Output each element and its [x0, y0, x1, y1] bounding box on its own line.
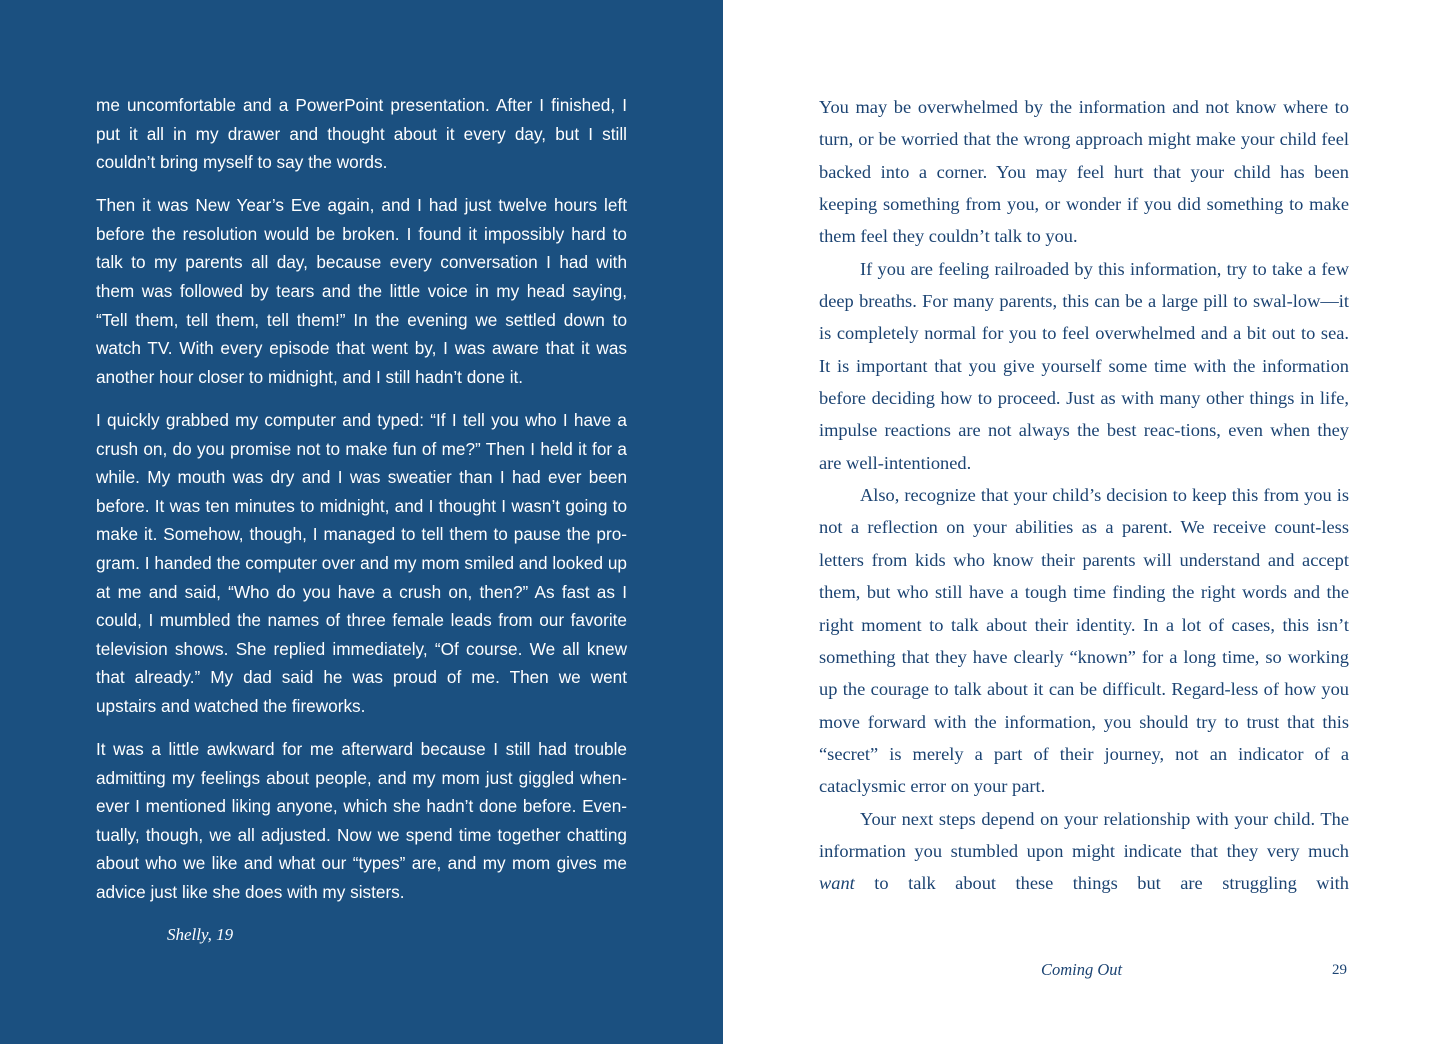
- testimonial-paragraph: me uncomfortable and a PowerPoint presentation. After I finished, I put it all in my drawer and thought about it every day, but I still couldn’t bring myself to say the words.: [96, 95, 627, 173]
- body-text-run: Your next steps depend on your relationship with your child. The information you stumbled upon might indicate that they very much: [819, 808, 1349, 861]
- testimonial-attribution: Shelly, 19: [167, 925, 234, 944]
- body-paragraph: If you are feeling railroaded by this information, try to take a few deep breaths. For many parents, this can be a large pill to swal-low—it is completely normal for you to feel overwhelmed and a bit out to sea. It is important that you give yourself some time with the information before deciding how to proceed. Just as with many other things in life, impulse reactions are not always the best reac-tions, even when they are well-intentioned.: [819, 258, 1349, 473]
- body-paragraph: Also, recognize that your child’s decision to keep this from you is not a reflection on your abilities as a parent. We receive count-less letters from kids who know their parents will understand and accept them, but who still have a tough time finding the right words and the right moment to talk about their identity. In a lot of cases, this isn’t something that they have clearly “known” for a long time, so working up the courage to talk about it can be difficult. Regard-less of how you move forward with the information, you should try to trust that this “secret” is merely a part of their journey, not an indicator of a cataclysmic error on your part.: [819, 485, 1349, 797]
- body-paragraph: You may be overwhelmed by the information and not know where to turn, or be worried that the wrong approach might make your child feel backed into a corner. You may feel hurt that your child has been keeping something from you, or wonder if you did something to make them feel they couldn’t talk to you.: [819, 97, 1349, 247]
- running-footer-title: Coming Out: [1041, 960, 1123, 979]
- body-paragraph: [819, 803, 1349, 900]
- body-text-run: to talk about these things but are struggling with: [854, 873, 1349, 894]
- emphasized-word: want: [819, 873, 855, 894]
- testimonial-text: [96, 91, 627, 921]
- right-page: [723, 0, 1445, 1044]
- testimonial-paragraph: It was a little awkward for me afterward because I still had trouble admitting my feelings about people, and my mom just giggled when-ever I mentioned liking anyone, which she hadn’t done before. Even-tually, though, we all adjusted. Now we spend time together chatting about who we like and what our “types” are, and my mom gives me advice just like she does with my sisters.: [96, 738, 627, 902]
- testimonial-paragraph: Then it was New Year’s Eve again, and I had just twelve hours left before the resolution would be broken. I found it impossibly hard to talk to my parents all day, because every conversation I had with them was followed by tears and the little voice in my head saying, “Tell them, tell them, tell them!” In the evening we settled down to watch TV. With every episode that went by, I was aware that it was another hour closer to midnight, and I still hadn’t done it.: [96, 195, 627, 387]
- body-text: [819, 91, 1349, 900]
- testimonial-paragraph: I quickly grabbed my computer and typed: “If I tell you who I have a crush on, do you promise not to make fun of me?” Then I held it for a while. My mouth was dry and I was sweatier than I had ever been before. It was ten minutes to midnight, and I thought I wasn’t going to make it. Somehow, though, I managed to tell them to pause the pro-gram. I handed the computer over and my mom smiled and looked up at me and said, “Who do you have a crush on, then?” As fast as I could, I mumbled the names of three female leads from our favorite television shows. She replied immediately, “Of course. We all knew that already.” My dad said he was proud of me. Then we went upstairs and watched the fireworks.: [96, 409, 627, 716]
- page-number: 29: [1332, 962, 1347, 978]
